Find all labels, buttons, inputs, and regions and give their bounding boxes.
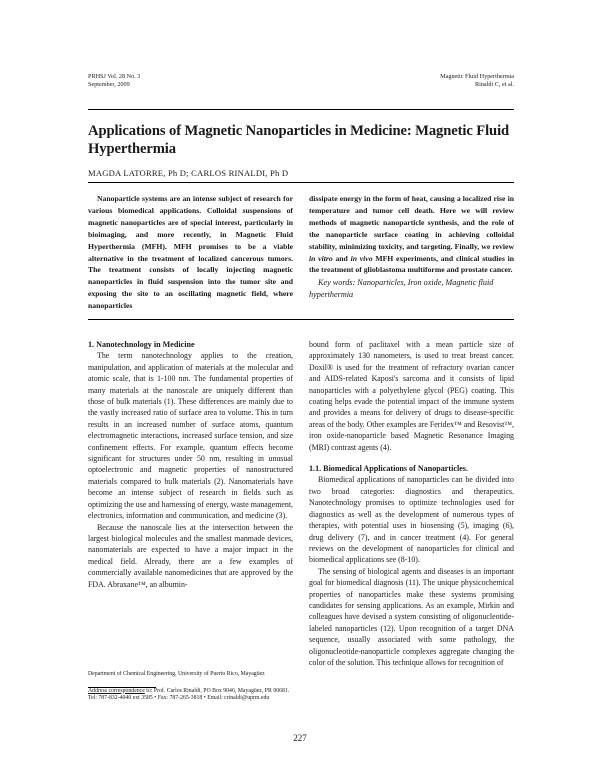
top-rule xyxy=(88,109,514,110)
paragraph: Biomedical applications of nanoparticles can be divided into two broad categories: diagnostics and therapeutics. Nanotechnology promises to optimize technologies used for diagnostics as well as the development of numerous types of therapies, with potential uses in biosensing (5), imaging (6), drug delivery (7), and in cancer treatment (4). For general reviews on the development of nanoparticles for clinical and biomedical applications see (8-10). xyxy=(309,475,514,565)
abstract-text-right: dissipate energy in the form of heat, causing a localized rise in temperature and tumor cell death. Here we will review methods of magnetic nanoparticle synthesis, and the role of the nanoparticle surface coating in achieving colloidal stability, minimizing toxicity, and targeting. Finally, we review in vitro and in vivo MFH experiments, and clinical studies in the treatment of glioblastoma multiforme and prostate cancer. xyxy=(309,194,514,275)
correspondence: Address correspondence to: Prof. Carlos Rinaldi, PO Box 9046, Mayagüez, PR 00681. Tel: 787-832-4040 ext 3585 • Fax: 787-265-3818 • Email: crinaldi@uprm.edu xyxy=(88,687,290,702)
section-heading-1: 1. Nanotechnology in Medicine xyxy=(88,340,195,349)
running-title: Magnetic Fluid Hyperthermia xyxy=(440,73,514,80)
author-rule xyxy=(88,182,514,183)
abstract-left xyxy=(88,193,293,312)
page-number: 227 xyxy=(293,733,307,743)
affiliation: Department of Chemical Engineering, University of Puerto Rico, Mayagüez xyxy=(88,671,265,677)
section-heading-1-1: 1.1. Biomedical Applications of Nanoparticles. xyxy=(309,464,468,474)
running-authors: Rinaldi C, et al. xyxy=(474,81,514,88)
paragraph: bound form of paclitaxel with a mean particle size of approximately 130 nanometers, is used to treat breast cancer. Doxil® is used for the treatment of refractory ovarian cancer and AIDS-related Kaposi's sarcoma and it consists of lipid nanoparticles with a polyethylene glycol (PEG) coating. This coating helps evade the potential impact of the immune system and provides a means for delivery of drugs to disease-specific areas of the body. Other examples are Feridex™ and Resovist™, iron oxide-nanoparticle based Magnetic Resonance Imaging (MRI) contrast agents (4). xyxy=(309,340,514,452)
abstract-right xyxy=(309,193,514,301)
article-title: Applications of Magnetic Nanoparticles in Medicine: Magnetic Fluid Hyperthermia xyxy=(88,123,510,157)
keywords: Key words: Nanoparticles, Iron oxide, Magnetic fluid hyperthermia xyxy=(309,278,494,300)
author-line: MAGDA LATORRE, Ph D; CARLOS RINALDI, Ph D xyxy=(88,168,289,178)
footnote xyxy=(88,671,293,703)
paragraph: The term nanotechnology applies to the creation, manipulation, and application of materials at the molecular and atomic scale, that is 1-100 nm. The fundamental properties of many materials at the nanoscale are uniquely different than those of bulk materials (1). These differences are mainly due to the vastly increased ratio of surface area to volume. This in turn results in an increased number of surface atoms, quantum electromagnetic interactions, increased surface tension, and size confinement effects. For example, quantum effects become significant for structures under 50 nm, resulting in unusual optoelectronic and magnetic properties of nanostructured materials compared to bulk materials (2). Nanomaterials have become an intense subject of research in fields such as optimizing the use and harnessing of energy, waste management, electronics, information and communication, and medicine (3). xyxy=(88,351,293,521)
running-header-left xyxy=(88,73,140,89)
abstract-rule xyxy=(88,319,514,320)
running-header-right xyxy=(440,73,514,89)
body-left-column xyxy=(88,339,293,590)
body-right-column xyxy=(309,339,514,668)
paragraph: Because the nanoscale lies at the intersection between the largest biological molecules and the smallest manmade devices, nanomaterials are expected to have a major impact in the medical field. Already, there are a few examples of commercially available nanomedicines that are approved by the FDA. Abraxane™, an albumin- xyxy=(88,522,293,589)
correspondence-label: Address correspondence xyxy=(88,687,145,694)
journal-date: September, 2009 xyxy=(88,81,130,88)
journal-volume: PRHSJ Vol. 28 No. 3 xyxy=(88,73,141,80)
abstract-text-left: Nanoparticle systems are an intense subject of research for various biomedical applications. Colloidal suspensions of magnetic nanoparticles are of special interest, particularly in bioimaging, and more recently, in Magnetic Fluid Hyperthermia (MFH). MFH promises to be a viable alternative in the treatment of localized cancerous tumors. The treatment consists of locally injecting magnetic nanoparticles in fluid suspension into the tumor site and exposing the site to an oscillating magnetic field, where nanoparticles xyxy=(88,194,293,311)
paragraph: The sensing of biological agents and diseases is an important goal for biomedical diagnosis (11). The unique physicochemical properties of nanoparticles make these systems promising candidates for sensing applications. As an example, Mirkin and colleagues have devised a system consisting of oligonucleotide-labeled nanoparticles (12). Upon recognition of a target DNA sequence, usually associated with some pathology, the oligonucleotide-nanoparticle complexes aggregate changing the color of the solution. This technique allows for recognition of xyxy=(309,566,514,667)
